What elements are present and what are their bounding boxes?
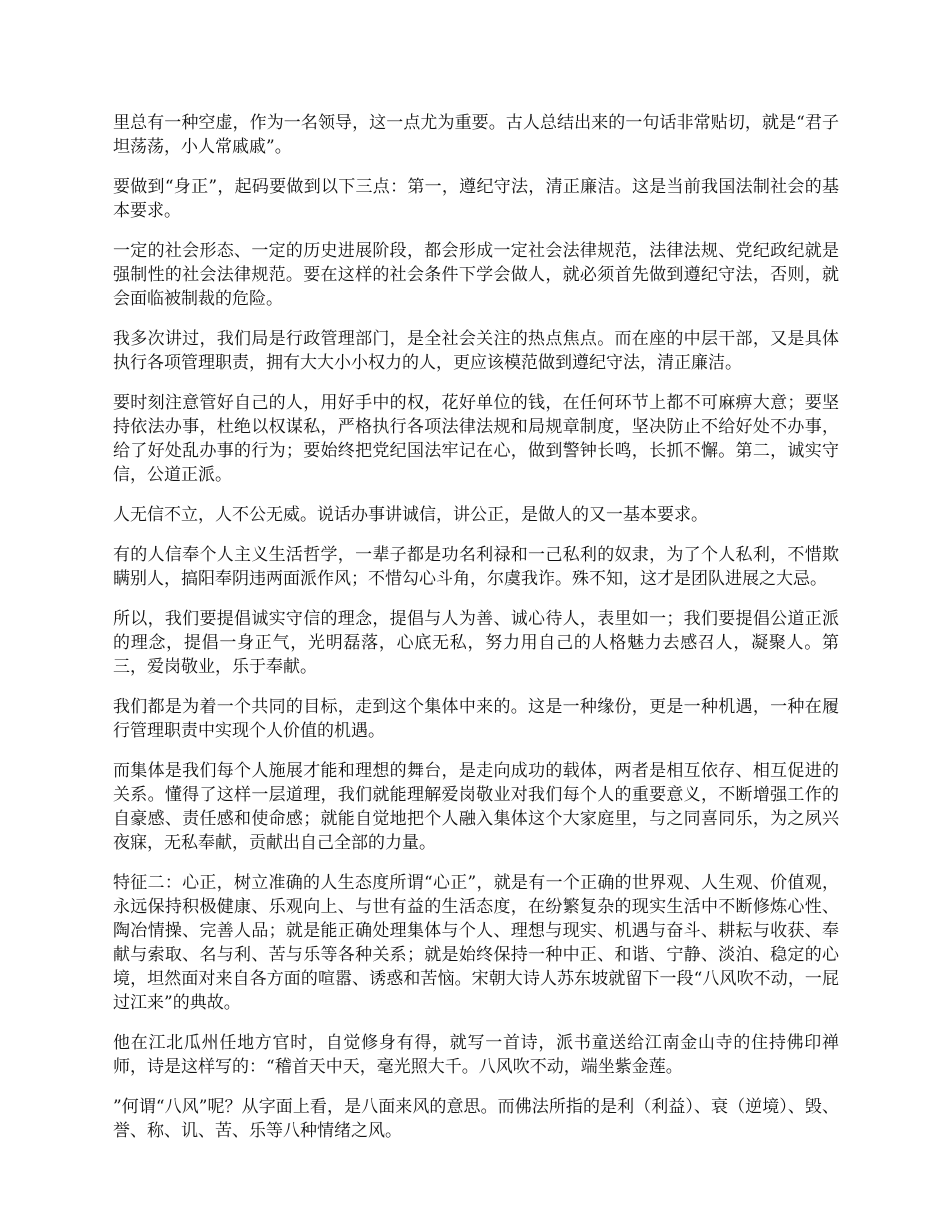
- paragraph: 而集体是我们每个人施展才能和理想的舞台，是走向成功的载体，两者是相互依存、相互促进的关系。懂得了这样一层道理，我们就能理解爱岗敬业对我们每个人的重要意义，不断增强工作的自豪感、责任感和使命感；就能自觉地把个人融入集体这个大家庭里，与之同喜同乐，为之夙兴夜寐，无私奉献，贡献出自己全部的力量。: [113, 761, 839, 853]
- paragraph: ”何谓“八风”呢？从字面上看，是八面来风的意思。而佛法所指的是利（利益）、衰（逆境）、毁、誉、称、讥、苦、乐等八种情绪之风。: [113, 1097, 839, 1141]
- paragraph: 要做到“身正”，起码要做到以下三点：第一，遵纪守法，清正廉洁。这是当前我国法制社会的基本要求。: [113, 177, 839, 221]
- paragraph: 里总有一种空虚，作为一名领导，这一点尤为重要。古人总结出来的一句话非常贴切，就是“君子坦荡荡，小人常戚戚”。: [113, 113, 839, 157]
- paragraph: 他在江北瓜州任地方官时，自觉修身有得，就写一首诗，派书童送给江南金山寺的住持佛印禅师，诗是这样写的：“稽首天中天，毫光照大千。八风吹不动，端坐紫金莲。: [113, 1033, 839, 1077]
- paragraph: 人无信不立，人不公无威。说话办事讲诚信，讲公正，是做人的又一基本要求。: [113, 505, 708, 525]
- paragraph: 要时刻注意管好自己的人，用好手中的权，花好单位的钱，在任何环节上都不可麻痹大意；要坚持依法办事，杜绝以权谋私，严格执行各项法律法规和局规章制度，坚决防止不给好处不办事，给了好处乱办事的行为；要始终把党纪国法牢记在心，做到警钟长鸣，长抓不懈。第二，诚实守信，公道正派。: [113, 393, 839, 485]
- paragraph: 特征二：心正，树立准确的人生态度所谓“心正”，就是有一个正确的世界观、人生观、价值观，永远保持积极健康、乐观向上、与世有益的生活态度，在纷繁复杂的现实生活中不断修炼心性、陶冶情操、完善人品；就是能正确处理集体与个人、理想与现实、机遇与奋斗、耕耘与收获、奉献与索取、名与利、苦与乐等各种关系；就是始终保持一种中正、和谐、宁静、淡泊、稳定的心境，坦然面对来自各方面的喧嚣、诱惑和苦恼。宋朝大诗人苏东坡就留下一段“八风吹不动，一屁过江来”的典故。: [113, 873, 839, 1013]
- document-page: [113, 111, 839, 1159]
- paragraph: 一定的社会形态、一定的历史进展阶段，都会形成一定社会法律规范，法律法规、党纪政纪就是强制性的社会法律规范。要在这样的社会条件下学会做人，就必须首先做到遵纪守法，否则，就会面临被制裁的危险。: [113, 241, 839, 309]
- paragraph: 所以，我们要提倡诚实守信的理念，提倡与人为善、诚心待人，表里如一；我们要提倡公道正派的理念，提倡一身正气，光明磊落，心底无私，努力用自己的人格魅力去感召人，凝聚人。第三，爱岗敬业，乐于奉献。: [113, 609, 839, 677]
- paragraph: 有的人信奉个人主义生活哲学，一辈子都是功名利禄和一己私利的奴隶，为了个人私利，不惜欺瞒别人，搞阳奉阴违两面派作风；不惜勾心斗角，尔虞我诈。殊不知，这才是团队进展之大忌。: [113, 545, 839, 589]
- paragraph: 我们都是为着一个共同的目标，走到这个集体中来的。这是一种缘份，更是一种机遇，一种在履行管理职责中实现个人价值的机遇。: [113, 697, 839, 741]
- paragraph: 我多次讲过，我们局是行政管理部门，是全社会关注的热点焦点。而在座的中层干部，又是具体执行各项管理职责，拥有大大小小权力的人，更应该模范做到遵纪守法，清正廉洁。: [113, 329, 839, 373]
